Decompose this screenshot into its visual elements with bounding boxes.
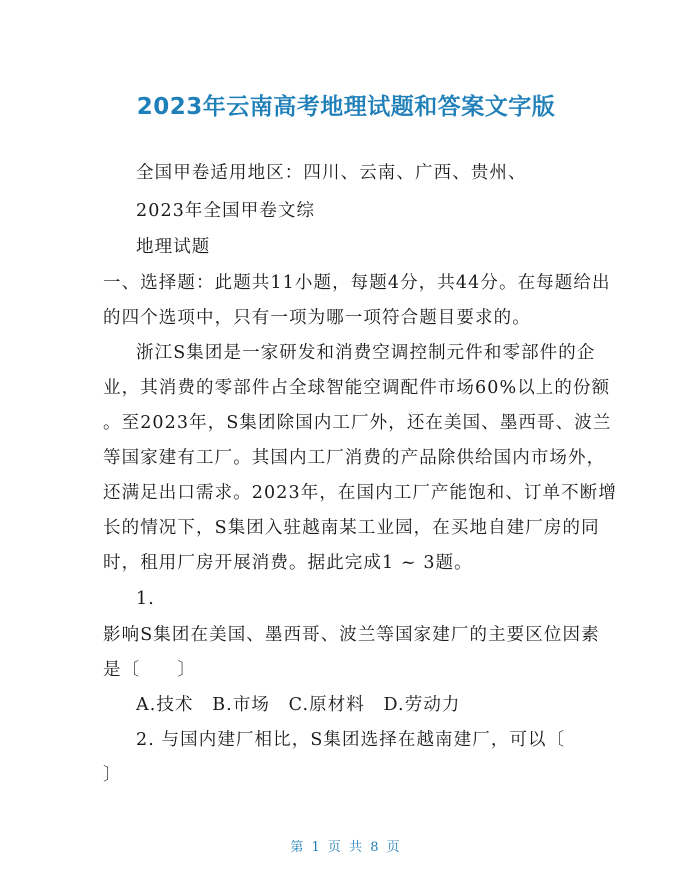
text-line: 等国家建有工厂。其国内工厂消费的产品除供给国内市场外， <box>103 448 606 468</box>
text-line: 浙江S集团是一家研发和消费空调控制元件和零部件的企 <box>136 343 596 363</box>
page-title: 2023年云南高考地理试题和答案文字版 <box>136 94 556 120</box>
text-line: 〕 <box>103 765 122 785</box>
text-line: 还满足出口需求。2023年，在国内工厂产能饱和、订单不断增 <box>103 483 617 503</box>
text-line: 的四个选项中，只有一项为哪一项符合题目要求的。 <box>103 308 531 328</box>
text-line: 地理试题 <box>136 237 211 257</box>
text-line: 2. 与国内建厂相比，S集团选择在越南建厂，可以〔 <box>136 730 566 750</box>
text-line: 影响S集团在美国、墨西哥、波兰等国家建厂的主要区位因素 <box>103 625 600 645</box>
text-line: 业，其消费的零部件占全球智能空调配件市场60%以上的份额 <box>103 378 611 398</box>
text-line: 2023年全国甲卷文综 <box>136 201 316 221</box>
text-line: 全国甲卷适用地区：四川、云南、广西、贵州、 <box>136 163 527 183</box>
answer-options: A.技术 B.市场 C.原材料 D.劳动力 <box>136 695 461 715</box>
text-line: 时，租用厂房开展消费。据此完成1 ~ 3题。 <box>103 553 473 573</box>
question-number: 1. <box>136 589 155 609</box>
text-line: 一、选择题：此题共11小题，每题4分，共44分。在每题给出 <box>103 273 611 293</box>
text-line: 。至2023年，S集团除国内工厂外，还在美国、墨西哥、波兰 <box>103 413 612 433</box>
page-footer: 第 1 页 共 8 页 <box>290 840 402 855</box>
text-line: 是〔 〕 <box>103 660 196 680</box>
text-line: 长的情况下，S集团入驻越南某工业园，在买地自建厂房的同 <box>103 518 600 538</box>
